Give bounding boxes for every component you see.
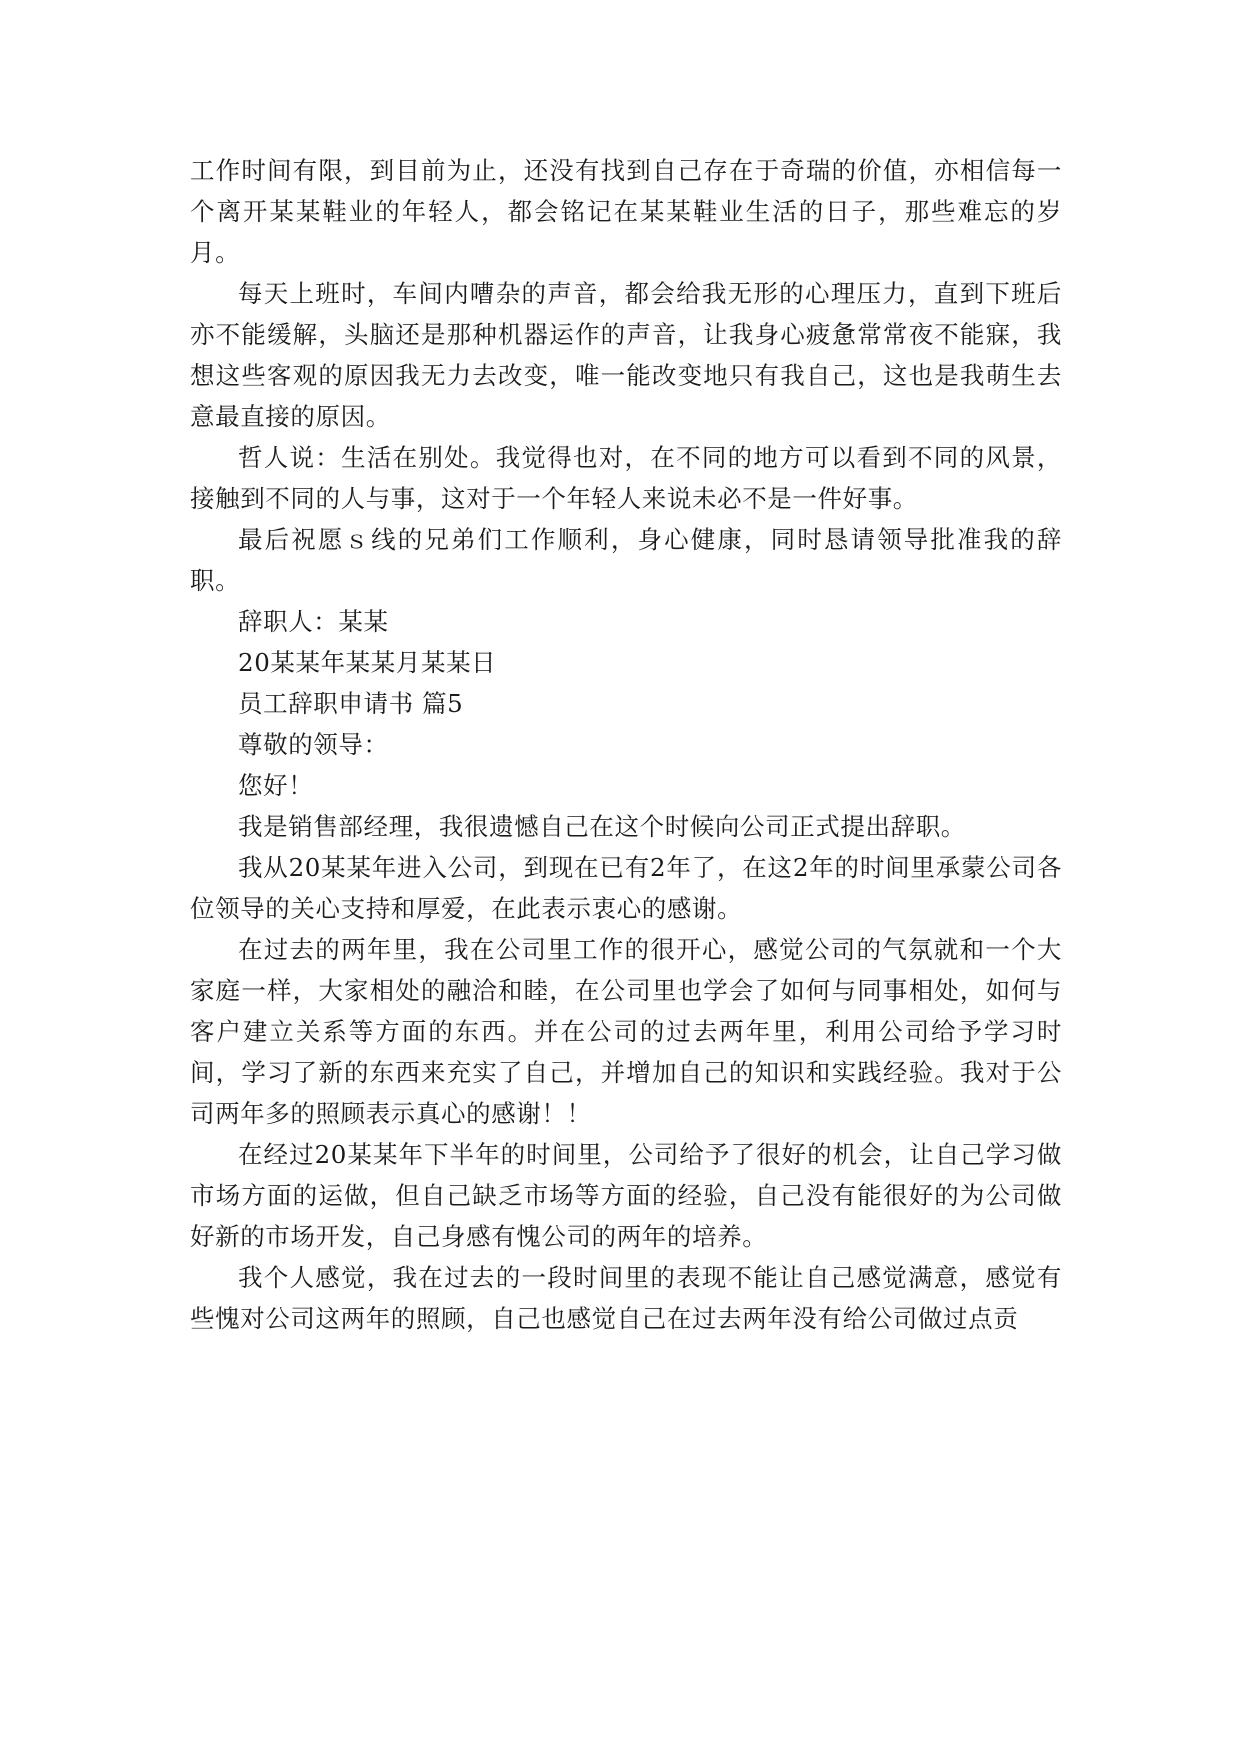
document-body <box>190 150 1062 1339</box>
paragraph: 我从20某某年进入公司，到现在已有2年了，在这2年的时间里承蒙公司各位领导的关心支持和厚爱，在此表示衷心的感谢。 <box>190 853 1062 923</box>
paragraph: 我是销售部经理，我很遗憾自己在这个时候向公司正式提出辞职。 <box>238 812 966 841</box>
paragraph: 哲人说：生活在别处。我觉得也对，在不同的地方可以看到不同的风景，接触到不同的人与事，这对于一个年轻人来说未必不是一件好事。 <box>190 443 1062 513</box>
paragraph: 我个人感觉，我在过去的一段时间里的表现不能让自己感觉满意，感觉有些愧对公司这两年的照顾，自己也感觉自己在过去两年没有给公司做过点贡 <box>190 1263 1062 1333</box>
paragraph-continuation: 工作时间有限，到目前为止，还没有找到自己存在于奇瑞的价值，亦相信每一个离开某某鞋业的年轻人，都会铭记在某某鞋业生活的日子，那些难忘的岁月。 <box>190 156 1062 267</box>
section-title: 员工辞职申请书 篇5 <box>238 689 464 718</box>
salutation: 尊敬的领导： <box>238 730 389 759</box>
paragraph: 每天上班时，车间内嘈杂的声音，都会给我无形的心理压力，直到下班后亦不能缓解，头脑还是那种机器运作的声音，让我身心疲惫常常夜不能寐，我想这些客观的原因我无力去改变，唯一能改变地只有我自己，这也是我萌生去意最直接的原因。 <box>190 279 1062 431</box>
paragraph: 最后祝愿ｓ线的兄弟们工作顺利，身心健康，同时恳请领导批准我的辞职。 <box>190 525 1062 595</box>
paragraph: 在过去的两年里，我在公司里工作的很开心，感觉公司的气氛就和一个大家庭一样，大家相处的融洽和睦，在公司里也学会了如何与同事相处，如何与客户建立关系等方面的东西。并在公司的过去两年里，利用公司给予学习时间，学习了新的东西来充实了自己，并增加自己的知识和实践经验。我对于公司两年多的照顾表示真心的感谢！！ <box>190 935 1062 1128</box>
greeting: 您好！ <box>238 771 314 800</box>
date-line: 20某某年某某月某某日 <box>238 648 497 677</box>
paragraph: 在经过20某某年下半年的时间里，公司给予了很好的机会，让自己学习做市场方面的运做，但自己缺乏市场等方面的经验，自己没有能很好的为公司做好新的市场开发，自己身感有愧公司的两年的培养。 <box>190 1140 1062 1251</box>
signature-line: 辞职人：某某 <box>238 607 389 636</box>
